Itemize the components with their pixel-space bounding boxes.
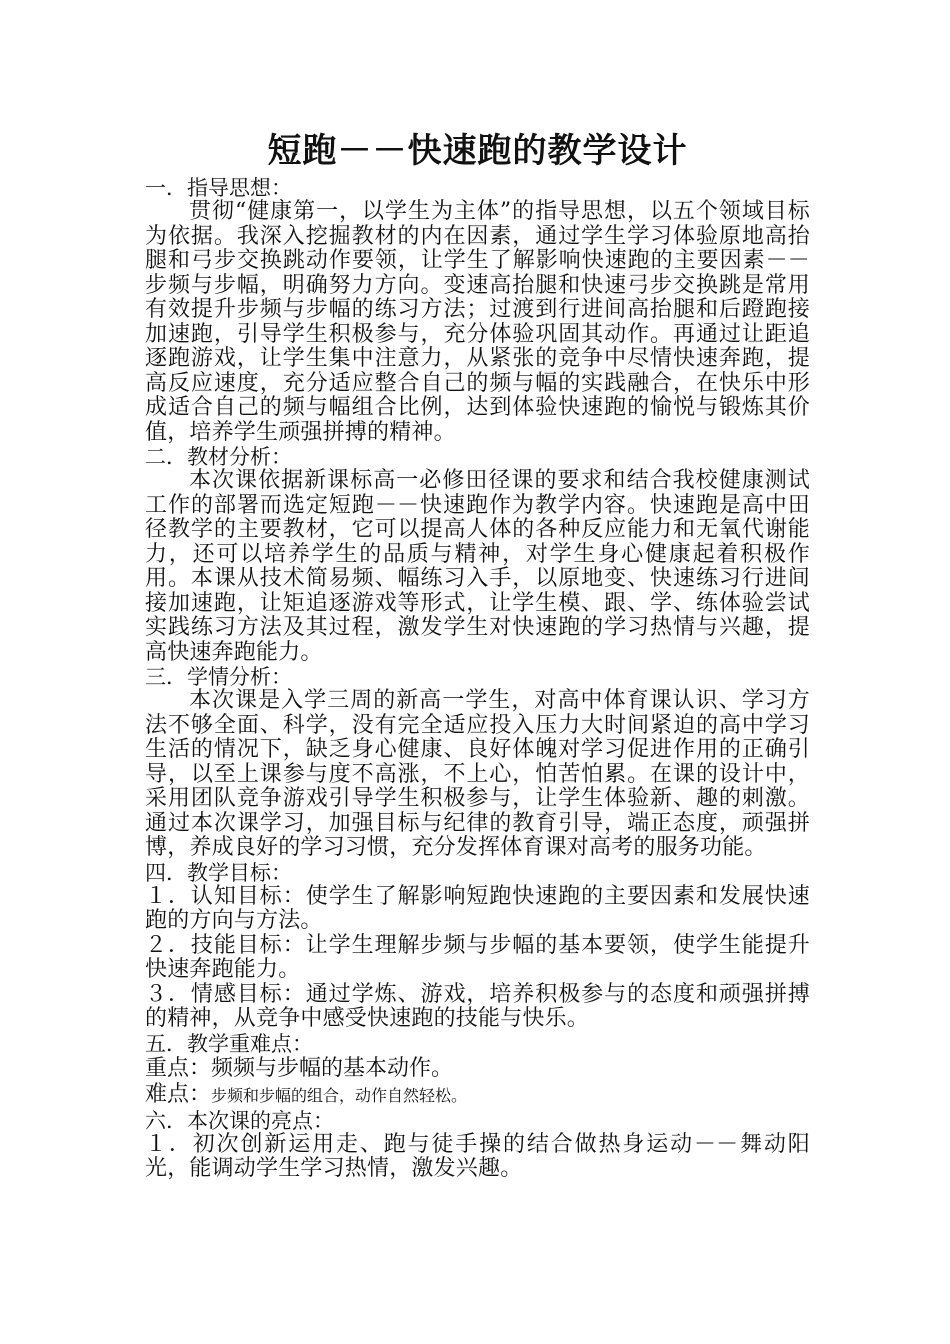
highlight-item-1: １．初次创新运用走、跑与徒手操的结合做热身运动－－舞动阳光，能调动学生学习热情，激发兴趣。 (145, 1131, 810, 1181)
paragraph-students: 本次课是入学三周的新高一学生，对高中体育课认识、学习方法不够全面、科学，没有完全适应投入压力大时间紧迫的高中学习生活的情况下，缺乏身心健康、良好体魄对学习促进作用的正确引导，以至上课参与度不高涨，不上心，怕苦怕累。在课的设计中，采用团队竞争游戏引导学生积极参与，让学生体验新、趣的刺激。通过本次课学习，加强目标与纪律的教育引导，端正态度，顽强拼博，养成良好的学习习惯，充分发挥体育课对高考的服务功能。 (145, 688, 810, 860)
document-page (145, 128, 810, 1182)
keypoint-difficult (145, 1082, 810, 1109)
keypoint-key-text: 频频与步幅的基本动作。 (211, 1055, 454, 1081)
heading-students: 三．学情分析： (145, 665, 292, 689)
heading-keypoints: 五．教学重难点： (145, 1031, 313, 1056)
keypoint-key-label: 重点： (145, 1055, 212, 1081)
keypoint-difficult-label: 难点： (145, 1081, 212, 1107)
keypoint-key (145, 1056, 810, 1082)
goal-item-cognitive: １．认知目标：使学生了解影响短跑快速跑的主要因素和发展快速跑的方向与方法。 (145, 883, 810, 933)
heading-highlights: 六．本次课的亮点： (145, 1108, 334, 1133)
heading-guiding: 一．指导思想： (145, 176, 292, 200)
keypoint-difficult-text: 步频和步幅的组合，动作自然轻松。 (211, 1085, 468, 1105)
paragraph-guiding: 贯彻“健康第一，以学生为主体”的指导思想，以五个领域目标为依据。我深入挖掘教材的内在因素，通过学生学习体验原地高抬腿和弓步交换跳动作要领，让学生了解影响快速跑的主要因素－－步频与步幅，明确努力方向。变速高抬腿和快速弓步交换跳是常用有效提升步频与步幅的练习方法；过渡到行进间高抬腿和后蹬跑接加速跑，引导学生积极参与，充分体验巩固其动作。再通过让距追逐跑游戏，让学生集中注意力，从紧张的竞争中尽情快速奔跑，提高反应速度，充分适应整合自己的频与幅的实践融合，在快乐中形成适合自己的频与幅组合比例，达到体验快速跑的愉悦与锻炼其价值，培养学生顽强拼搏的精神。 (145, 199, 810, 445)
heading-material: 二．教材分析： (145, 445, 292, 469)
goal-item-skill: ２．技能目标：让学生理解步频与步幅的基本要领，使学生能提升快速奔跑能力。 (145, 932, 810, 982)
document-title: 短跑－－快速跑的教学设计 (267, 131, 688, 171)
goal-item-emotion: ３．情感目标：通过学炼、游戏，培养积极参与的态度和顽强拼搏的精神，从竞争中感受快速跑的技能与快乐。 (145, 981, 810, 1031)
paragraph-material: 本次课依据新课标高一必修田径课的要求和结合我校健康测试工作的部署而选定短跑－－快速跑作为教学内容。快速跑是高中田径教学的主要教材，它可以提高人体的各种反应能力和无氧代谢能力，还可以培养学生的品质与精神，对学生身心健康起着积极作用。本课从技术简易频、幅练习入手，以原地变、快速练习行进间接加速跑，让矩追逐游戏等形式，让学生模、跟、学、练体验尝试实践练习方法及其过程，激发学生对快速跑的学习热情与兴趣，提高快速奔跑能力。 (145, 468, 810, 665)
heading-goals: 四．教学目标： (145, 860, 292, 885)
